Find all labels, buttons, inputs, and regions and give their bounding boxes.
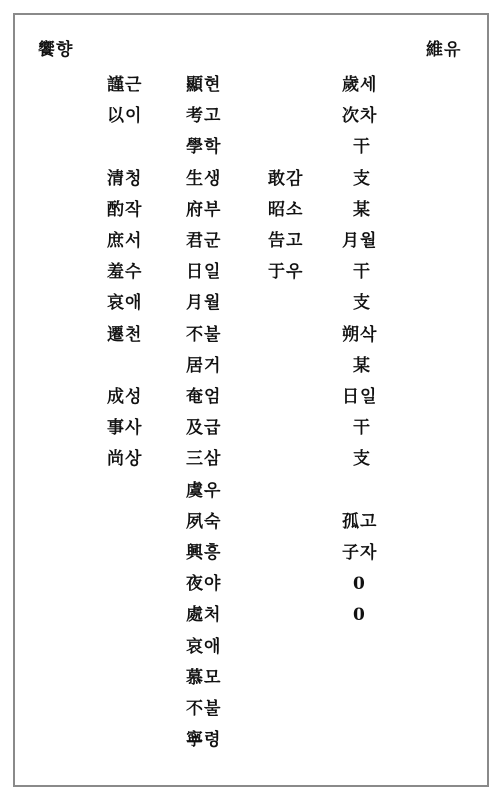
column-2-entry: 夙숙 bbox=[186, 511, 222, 532]
column-4-entry: 月월 bbox=[342, 231, 378, 251]
column-4-entry: 支 bbox=[353, 293, 371, 314]
column-2-entry: 君군 bbox=[186, 231, 222, 251]
column-3-entry: 昭소 bbox=[268, 199, 304, 220]
column-4-entry: 次차 bbox=[342, 106, 378, 127]
column-2-entry: 慕모 bbox=[186, 667, 222, 688]
column-1-entry: 庶서 bbox=[107, 231, 143, 251]
corner-label-left: 饗향 bbox=[38, 40, 74, 60]
column-2-entry: 興흥 bbox=[186, 543, 222, 563]
column-2-entry: 顯현 bbox=[186, 75, 222, 95]
document-frame bbox=[13, 13, 489, 787]
column-4-entry: 朔삭 bbox=[342, 324, 378, 345]
column-2-entry: 三삼 bbox=[186, 449, 222, 470]
column-4-entry: 某 bbox=[353, 199, 371, 220]
corner-label-right: 維유 bbox=[426, 40, 462, 60]
column-1-entry: 清청 bbox=[107, 168, 143, 189]
column-1-entry: 酌작 bbox=[107, 199, 143, 220]
column-2-entry: 不불 bbox=[186, 699, 222, 719]
column-4-entry: 干 bbox=[353, 137, 371, 158]
column-1-entry: 遷천 bbox=[107, 324, 143, 345]
column-2-entry: 考고 bbox=[186, 106, 222, 127]
column-2-entry: 夜야 bbox=[186, 574, 222, 595]
column-4-entry: 子자 bbox=[342, 543, 378, 563]
column-4-entry: 支 bbox=[353, 449, 371, 470]
column-4-entry: 某 bbox=[353, 355, 371, 376]
column-1-entry: 羞수 bbox=[107, 262, 143, 283]
column-3-entry: 告고 bbox=[268, 231, 304, 251]
column-1-entry: 哀애 bbox=[107, 293, 143, 314]
column-4-entry: 支 bbox=[353, 168, 371, 189]
column-1-entry: 尚상 bbox=[107, 449, 143, 470]
column-4-entry: 干 bbox=[353, 418, 371, 439]
column-2-entry: 居거 bbox=[186, 355, 222, 376]
column-2-entry: 虞우 bbox=[186, 480, 222, 501]
column-2-entry: 寧령 bbox=[186, 730, 222, 751]
column-2-entry: 日일 bbox=[186, 262, 222, 283]
column-3-entry: 于우 bbox=[268, 262, 304, 283]
column-2-entry: 及급 bbox=[186, 418, 222, 439]
column-2-entry: 奄엄 bbox=[186, 387, 222, 407]
column-1-entry: 以이 bbox=[107, 106, 143, 127]
column-2-entry: 哀애 bbox=[186, 636, 222, 657]
column-1-entry: 謹근 bbox=[107, 75, 143, 95]
column-2-entry: 不불 bbox=[186, 324, 222, 345]
column-4-entry: 0 bbox=[353, 605, 366, 626]
column-2-entry: 處처 bbox=[186, 605, 222, 626]
column-4-entry: 干 bbox=[353, 262, 371, 283]
column-1-entry: 成성 bbox=[107, 387, 143, 407]
column-4-entry: 孤고 bbox=[342, 511, 378, 532]
column-2-entry: 生생 bbox=[186, 168, 222, 189]
column-3-entry: 敢감 bbox=[268, 168, 304, 189]
column-1-entry: 事사 bbox=[107, 418, 143, 439]
column-4-entry: 日일 bbox=[342, 387, 378, 407]
column-2-entry: 學학 bbox=[186, 137, 222, 158]
column-2-entry: 府부 bbox=[186, 199, 222, 220]
column-2-entry: 月월 bbox=[186, 293, 222, 314]
column-4-entry: 0 bbox=[353, 574, 366, 595]
column-4-entry: 歲세 bbox=[342, 75, 378, 95]
